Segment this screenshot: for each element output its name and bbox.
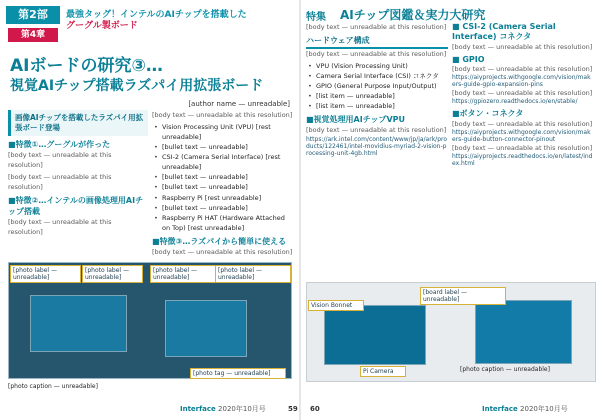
feature-item: • [bullet text — unreadable]	[162, 142, 294, 152]
hardware-item: • [list item — unreadable]	[316, 101, 448, 111]
left-column-2	[152, 110, 294, 257]
feature-item: • Raspberry Pi HAT (Hardware Attached on Top) [rest unreadable]	[162, 213, 294, 233]
url-vpu[interactable]: https://ark.intel.com/content/www/jp/ja/ark/products/122461/intel-movidius-myriad-2-vision-processing-unit-4gb.html	[306, 135, 448, 157]
footer-brand: Interface	[481, 405, 518, 413]
paragraph-gpio-2: [body text — unreadable at this resolution]	[452, 89, 593, 98]
photo-label-3: [photo label — unreadable]	[150, 265, 216, 283]
section-tag: 特集	[306, 12, 326, 23]
paragraph-csi: [body text — unreadable at this resolution]	[452, 43, 593, 51]
paragraph-vpu: [body text — unreadable at this resolution]	[306, 126, 447, 135]
subsection-1: ■特徴①…グーグルが作った	[8, 139, 111, 149]
board-label-pi-camera: Pi Camera	[360, 366, 406, 377]
hardware-item: • GPIO (General Purpose Input/Output)	[316, 81, 448, 91]
pi-camera-image	[475, 300, 572, 364]
subsection-3: ■特徴③…ラズパイから簡単に使える	[152, 236, 287, 246]
hardware-list	[316, 61, 448, 111]
url-gpio[interactable]: https://aiyprojects.withgoogle.com/vision/makers-guide-gpio-expansion-pins	[452, 74, 591, 89]
paragraph-1: [body text — unreadable at this resolution]	[8, 150, 112, 169]
paragraph-4: [body text — unreadable at this resolution]	[152, 247, 293, 256]
paragraph-hardware: [body text — unreadable at this resolution]	[306, 50, 447, 59]
author: [author name — unreadable]	[188, 100, 290, 108]
subsection-vpu: ■視覚処理用AIチップVPU	[306, 115, 406, 125]
running-title: AIチップ図鑑＆実力大研究	[340, 8, 486, 22]
right-column-1	[306, 22, 448, 157]
right-page	[300, 0, 600, 420]
board-image-1	[30, 295, 127, 352]
section-hardware: ハードウェア構成	[306, 35, 448, 49]
photo-label-1: [photo label — unreadable]	[10, 265, 81, 283]
feature-item: • [bullet text — unreadable]	[162, 172, 294, 182]
photo-label-2: [photo label — unreadable]	[82, 265, 143, 283]
paragraph-gpio: [body text — unreadable at this resolution]	[452, 65, 593, 74]
paragraph-top: [body text — unreadable at this resolution]	[306, 23, 447, 31]
footer-date: 2020年10月号	[520, 405, 568, 413]
url-button[interactable]: https://aiyprojects.withgoogle.com/vision/makers-guide-button-connector-pinout	[452, 129, 591, 144]
footer-brand: Interface	[180, 405, 216, 413]
board-label-1: [board label — unreadable]	[420, 287, 506, 305]
chapter-tag: 第4章	[8, 28, 58, 42]
board-label-vision-bonnet: Vision Bonnet	[308, 300, 364, 311]
photo-tag: [photo tag — unreadable]	[190, 368, 286, 379]
section-heading: 画像AIチップを搭載したラズパイ用拡張ボード登場	[8, 110, 148, 136]
url-gpiozero[interactable]: https://gpiozero.readthedocs.io/en/stable/	[452, 98, 578, 106]
left-column-1	[8, 110, 148, 237]
page-title	[10, 55, 300, 95]
title-line-2: 視覚AIチップ搭載ラズパイ用拡張ボード	[10, 78, 264, 95]
hardware-item: • Camera Serial Interface (CSI) コネクタ	[316, 71, 448, 81]
title-line-1: AIボードの研究③…	[10, 56, 163, 76]
vision-bonnet-image	[324, 305, 426, 365]
url-docs[interactable]: https://aiyprojects.readthedocs.io/en/latest/index.html	[452, 153, 593, 168]
paragraph-button: [body text — unreadable at this resolution]	[452, 120, 593, 129]
subsection-csi: ■ CSI-2 (Camera Serial Interface) コネクタ	[452, 22, 556, 41]
footer-right	[310, 404, 568, 414]
kicker	[66, 10, 247, 33]
subsection-gpio: ■ GPIO	[452, 55, 485, 65]
footer-date: 2020年10月号	[218, 405, 266, 413]
paragraph-button-2: [body text — unreadable at this resolution]	[452, 144, 593, 153]
board-caption: [photo caption — unreadable]	[460, 366, 550, 373]
feature-item: • Raspberry Pi [rest unreadable]	[162, 193, 294, 203]
board-image-2	[165, 300, 247, 357]
intro-text: [body text — unreadable at this resolution]	[152, 111, 293, 119]
kicker-line-1: 最強タッグ！インテルのAIチップを搭載した	[66, 10, 247, 20]
feature-list	[162, 122, 294, 233]
subsection-button: ■ボタン・コネクタ	[452, 109, 524, 119]
hardware-item: • VPU (Vision Processing Unit)	[316, 61, 448, 71]
page-number: 59	[288, 405, 298, 413]
feature-item: • [bullet text — unreadable]	[162, 182, 294, 192]
footer-left	[180, 404, 298, 414]
page-number: 60	[310, 405, 320, 413]
photo-caption: [photo caption — unreadable]	[8, 383, 98, 390]
right-column-2	[452, 22, 594, 167]
feature-item: • CSI-2 (Camera Serial Interface) [rest unreadable]	[162, 152, 294, 172]
feature-item: • [bullet text — unreadable]	[162, 203, 294, 213]
part-tag: 第2部	[6, 6, 60, 24]
kicker-line-2: グーグル製ボード	[66, 21, 138, 32]
hardware-item: • [list item — unreadable]	[316, 91, 448, 101]
paragraph-2: [body text — unreadable at this resolution]	[8, 172, 112, 191]
paragraph-3: [body text — unreadable at this resolution]	[8, 217, 112, 236]
photo-label-4: [photo label — unreadable]	[215, 265, 291, 283]
subsection-2: ■特徴②…インテルの画像処理用AIチップ搭載	[8, 195, 144, 216]
feature-item: • Vision Processing Unit (VPU) [rest unreadable]	[162, 122, 294, 142]
